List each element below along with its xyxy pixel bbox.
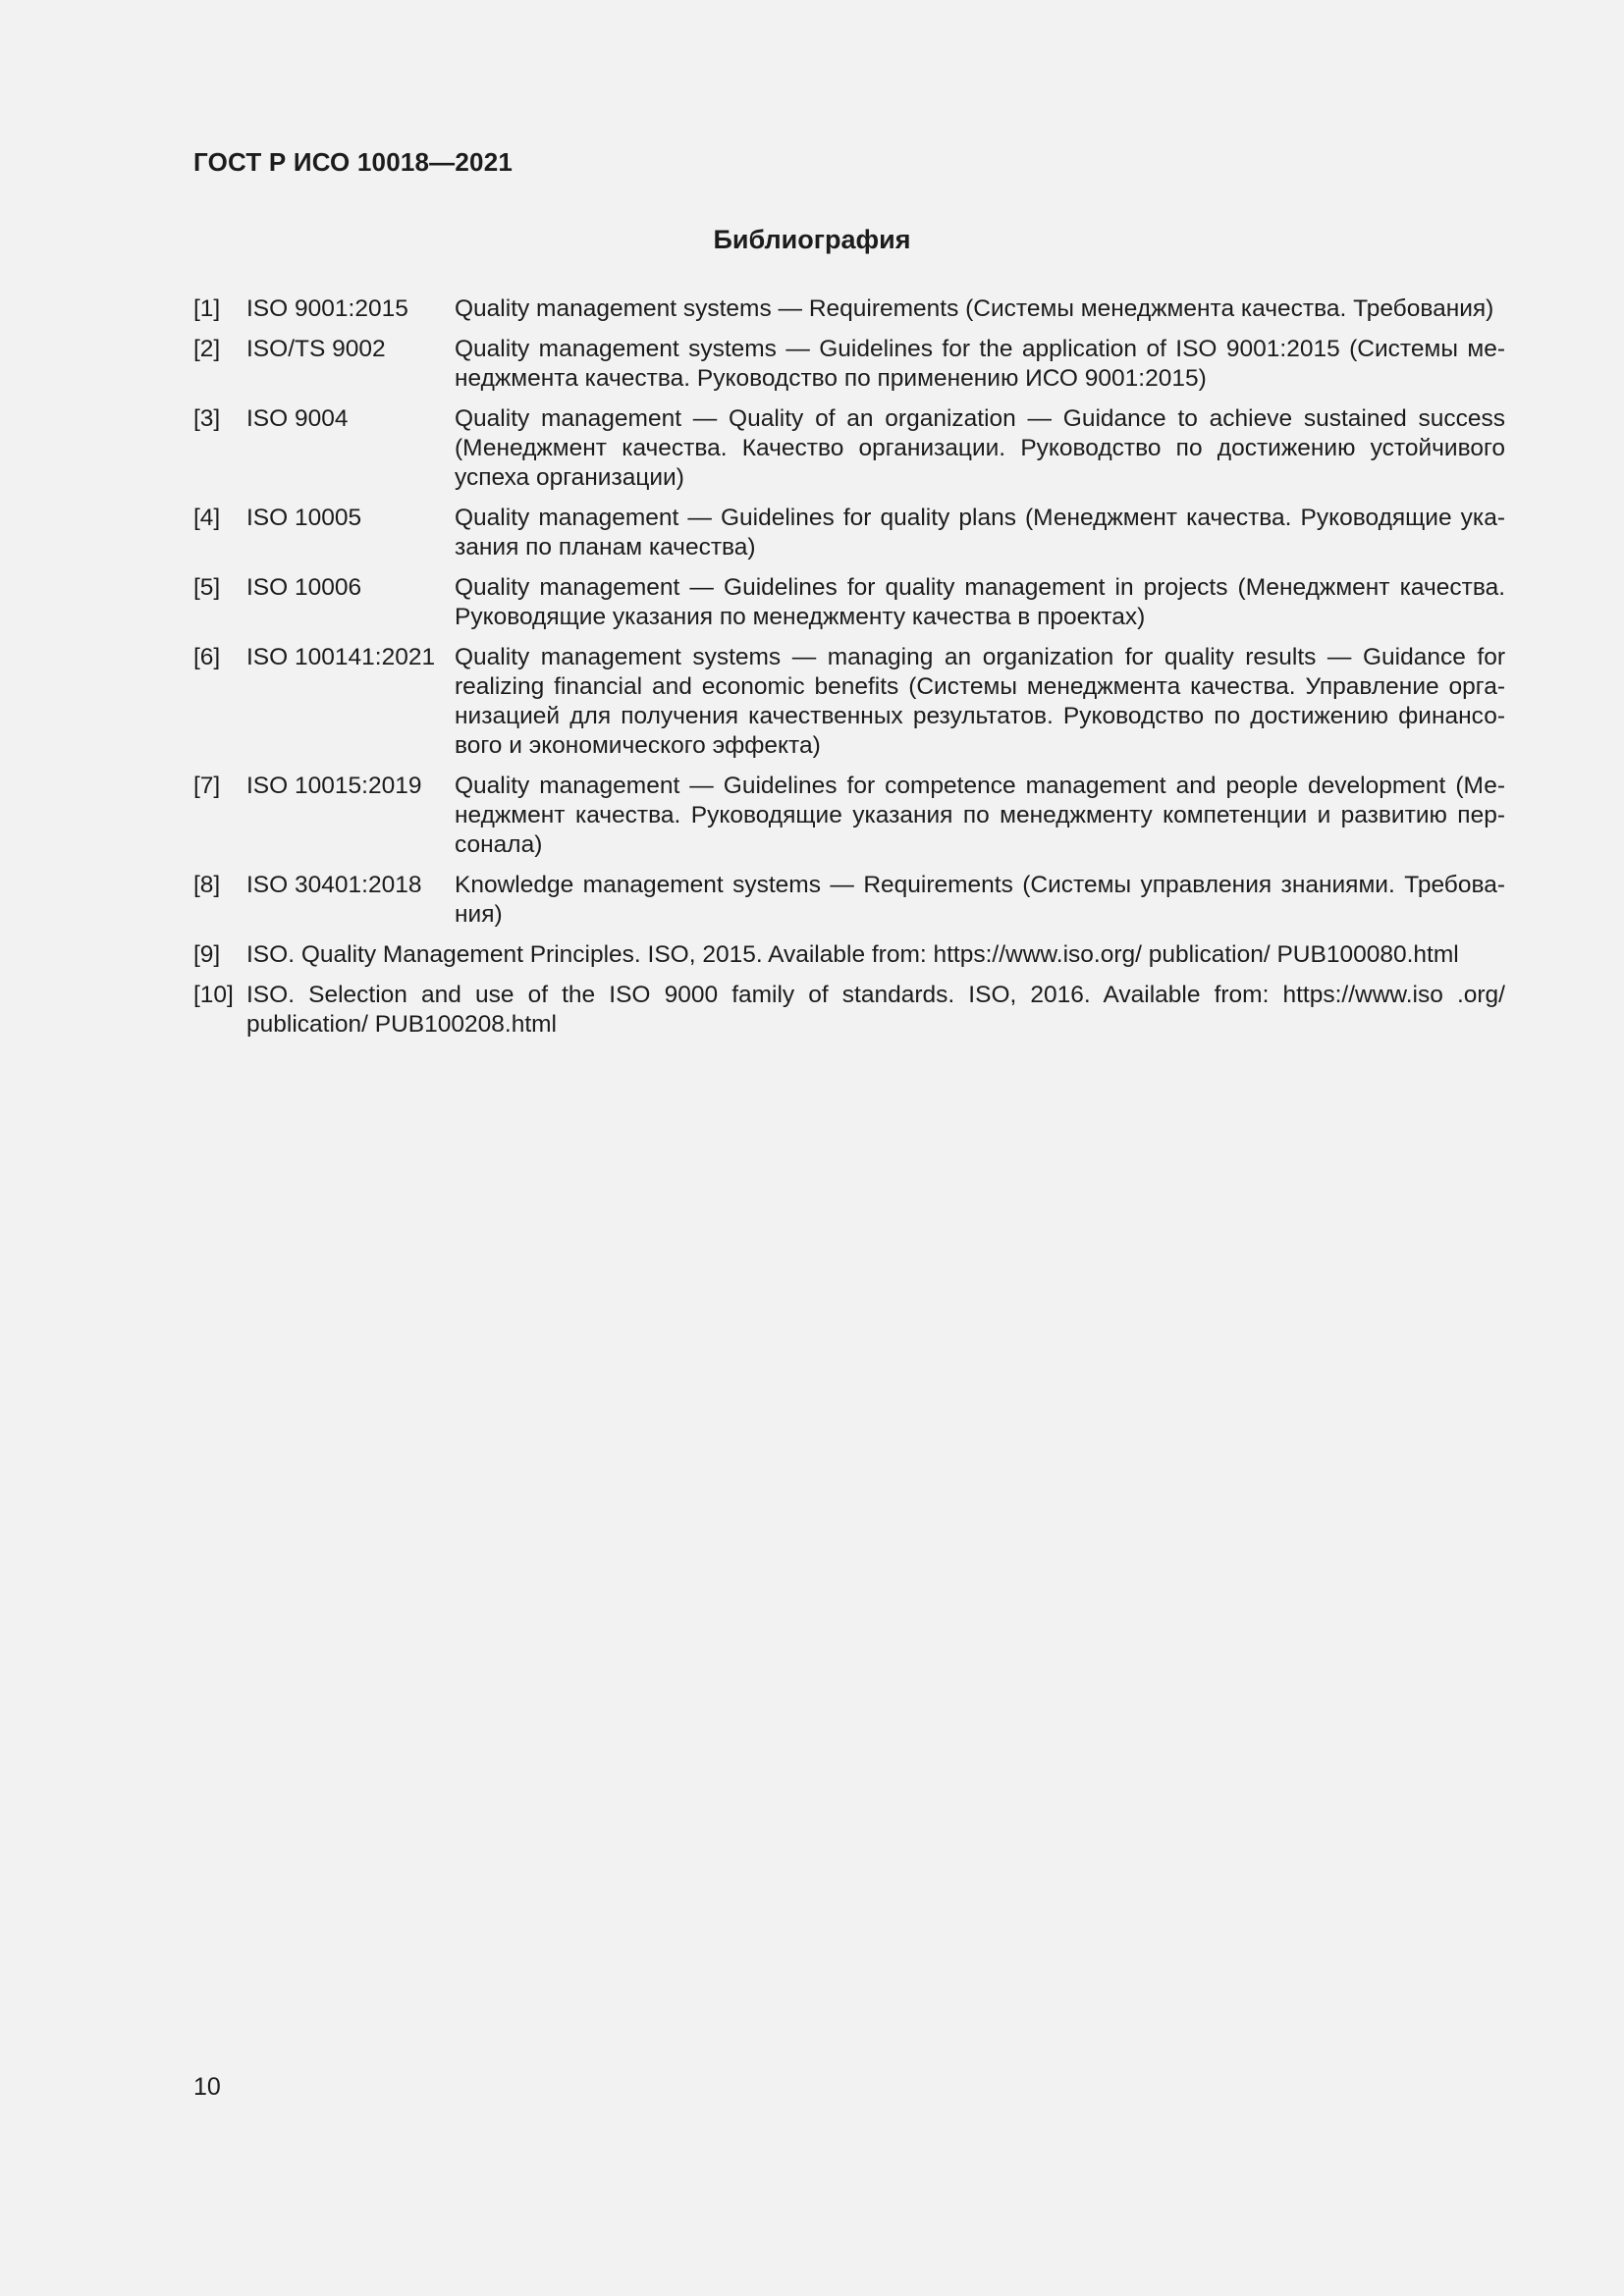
bibliography-entry (193, 294, 1505, 324)
document-code-header: ГОСТ Р ИСО 10018—2021 (193, 147, 514, 177)
bibliography-entry (193, 940, 1505, 970)
entry-number: [6] (193, 644, 221, 670)
entry-number: [3] (193, 405, 221, 432)
entry-title: Quality management systems — Guidelines for the application of ISO 9001:2015 (Системы менеджмента качества. Руководство по применению ИСО 9001:2015) (455, 336, 1505, 392)
entry-standard-code: ISO 9004 (246, 405, 349, 432)
page-number: 10 (193, 2073, 221, 2101)
entry-standard-code: ISO 9001:2015 (246, 295, 408, 322)
entry-standard-code: ISO 10015:2019 (246, 773, 422, 799)
entry-title: Quality management — Guidelines for competence management and people development (Менеджмент качества. Руководящие указания по менеджменту компетенции и развитию персонала) (455, 773, 1505, 858)
entry-title: Quality management — Quality of an organization — Guidance to achieve sustained success (Менеджмент качества. Качество организации. Руководство по достижению устойчивого успеха организации) (455, 405, 1505, 491)
bibliography-title: Библиография (713, 225, 911, 254)
entry-number: [9] (193, 941, 221, 968)
entry-title: Quality management systems — managing an organization for quality results — Guidance for realizing financial and economic benefits (Системы менеджмента качества. Управление организацией для получения качественных результатов. Руководство по достижению финансового и экономического эффекта) (455, 644, 1505, 759)
bibliography-entry (193, 981, 1505, 1040)
entry-title: Quality management — Guidelines for quality management in projects (Менеджмент качества. Руководящие указания по менеджменту качества в проектах) (455, 574, 1505, 630)
entry-standard-code: ISO 10006 (246, 574, 362, 601)
entry-standard-code: ISO 100141:2021 (246, 644, 436, 670)
entry-number: [8] (193, 872, 221, 898)
entry-number: [4] (193, 505, 221, 531)
entry-standard-code: ISO 30401:2018 (246, 872, 422, 898)
entry-number: [10] (193, 982, 234, 1008)
bibliography-entry (193, 573, 1505, 632)
entry-title: Quality management — Guidelines for quality plans (Менеджмент качества. Руководящие указания по планам качества) (455, 505, 1505, 561)
entry-number: [2] (193, 336, 221, 362)
entry-standard-code: ISO/TS 9002 (246, 336, 386, 362)
bibliography-entry (193, 772, 1505, 860)
entry-standard-code: ISO 10005 (246, 505, 362, 531)
bibliography-list (193, 294, 1505, 1050)
entry-number: [5] (193, 574, 221, 601)
bibliography-entry (193, 404, 1505, 493)
entry-title: Quality management systems — Requirements (Системы менеджмента качества. Требования) (455, 295, 1494, 322)
entry-number: [7] (193, 773, 221, 799)
entry-title: Knowledge management systems — Requirements (Системы управления знаниями. Требования) (455, 872, 1505, 928)
entry-number: [1] (193, 295, 221, 322)
entry-citation: ISO. Selection and use of the ISO 9000 family of standards. ISO, 2016. Available from: https://www.iso .org/ publication/ PUB100208.html (246, 982, 1505, 1038)
bibliography-entry (193, 643, 1505, 761)
bibliography-entry (193, 871, 1505, 930)
bibliography-entry (193, 335, 1505, 394)
bibliography-entry (193, 504, 1505, 562)
entry-citation: ISO. Quality Management Principles. ISO, 2015. Available from: https://www.iso.org/ publication/ PUB100080.html (246, 941, 1459, 968)
